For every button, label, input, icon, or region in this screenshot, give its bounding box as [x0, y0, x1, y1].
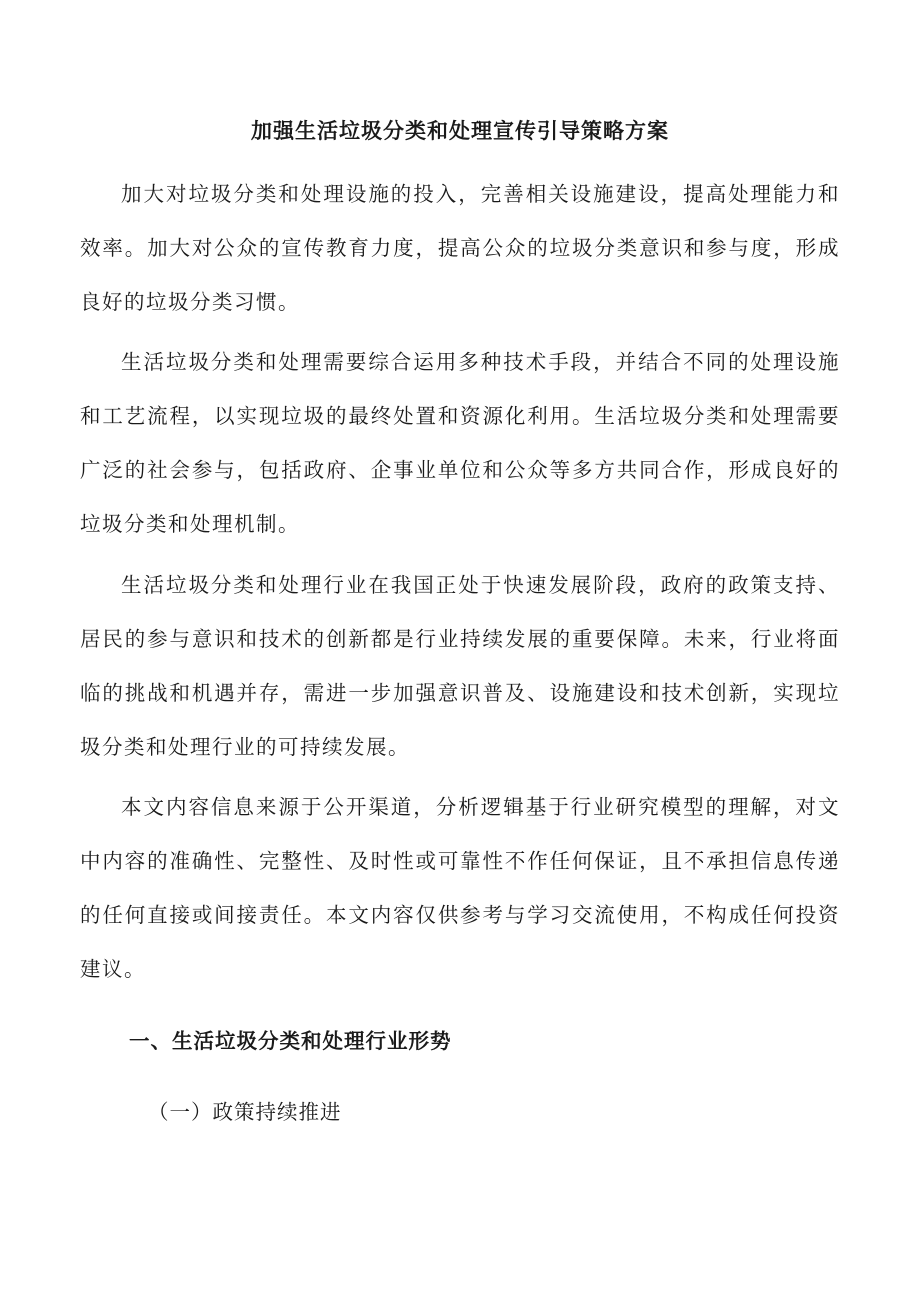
body-paragraph-2: 生活垃圾分类和处理需要综合运用多种技术手段，并结合不同的处理设施和工艺流程，以实现垃圾的最终处置和资源化利用。生活垃圾分类和处理需要广泛的社会参与，包括政府、企事业单位和公众等多方共同合作，形成良好的垃圾分类和处理机制。 [80, 350, 840, 536]
body-paragraph-4: 本文内容信息来源于公开渠道，分析逻辑基于行业研究模型的理解，对文中内容的准确性、完整性、及时性或可靠性不作任何保证，且不承担信息传递的任何直接或间接责任。本文内容仅供参考与学习交流使用，不构成任何投资建议。 [80, 795, 840, 981]
document-title: 加强生活垃圾分类和处理宣传引导策略方案 [251, 118, 669, 143]
body-paragraph-3: 生活垃圾分类和处理行业在我国正处于快速发展阶段，政府的政策支持、居民的参与意识和技术的创新都是行业持续发展的重要保障。未来，行业将面临的挑战和机遇并存，需进一步加强意识普及、设施建设和技术创新，实现垃圾分类和处理行业的可持续发展。 [80, 573, 840, 759]
subsection-heading: （一）政策持续推进 [148, 1100, 342, 1124]
section-heading: 一、生活垃圾分类和处理行业形势 [129, 1029, 452, 1053]
body-paragraph-1: 加大对垃圾分类和处理设施的投入，完善相关设施建设，提高处理能力和效率。加大对公众的宣传教育力度，提高公众的垃圾分类意识和参与度，形成良好的垃圾分类习惯。 [80, 182, 840, 314]
